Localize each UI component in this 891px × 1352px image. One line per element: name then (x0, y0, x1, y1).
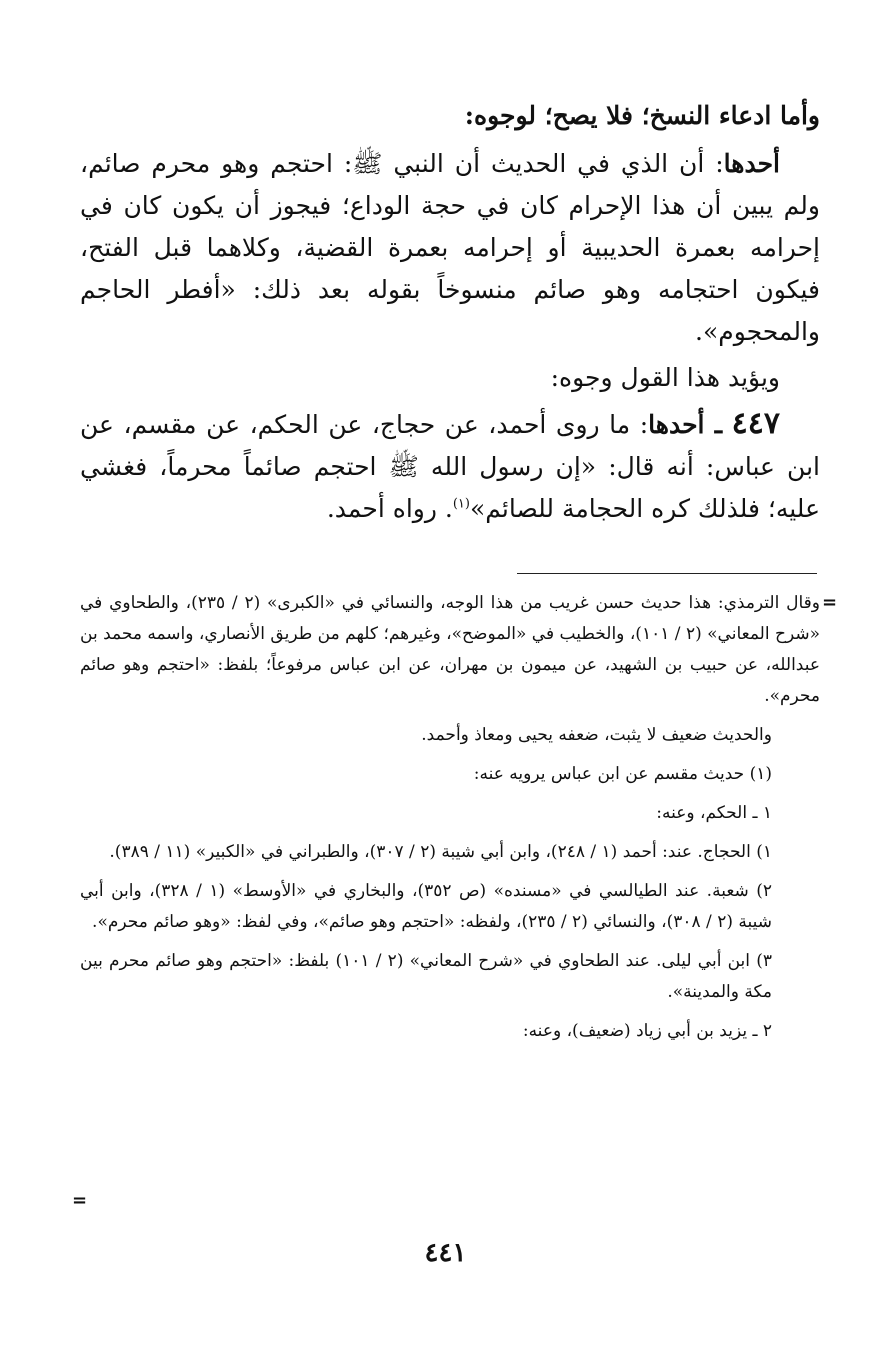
footnote-paragraph: ١) الحجاج. عند: أحمد (١ / ٢٤٨)، وابن أبي شيبة (٢ / ٣٠٧)، والطبراني في «الكبير» (١١ / ٣٨٩). (109, 842, 772, 862)
page-number: ٤٤١ (424, 1238, 467, 1268)
first-reason-paragraph (80, 143, 820, 353)
hadith-text: : ما روى أحمد، عن حجاج، عن الحكم، عن مقسم، عن ابن عباس: أنه قال: «إن رسول الله ﷺ احتجم صائماً محرماً، فغشي عليه؛ فلذلك كره الحجامة للصائم» (80, 410, 820, 523)
hadith-lead: ـ أحدها (648, 410, 723, 439)
first-reason-text: : أن الذي في الحديث أن النبي ﷺ: احتجم وهو محرم صائم، ولم يبين أن هذا الإحرام كان في حجة الوداع؛ فيجوز أن يكون كان في إحرامه بعمرة الحديبية أو إحرامه بعمرة القضية، وكلاهما قبل الفتح، فيكون احتجامه وهو صائم منسوخاً بقوله بعد ذلك: «أفطر الحاجم والمحجوم». (80, 149, 820, 346)
hadith-paragraph (80, 403, 820, 530)
footnote-separator (517, 573, 817, 574)
footnote-paragraph: (١) حديث مقسم عن ابن عباس يرويه عنه: (473, 764, 772, 784)
footnote-paragraph: ٢ ـ يزيد بن أبي زياد (ضعيف)، وعنه: (522, 1021, 772, 1041)
main-text (80, 95, 820, 530)
hadith-number: ٤٤٧ (731, 406, 780, 441)
footnote-continued-mark-top: = (822, 592, 838, 613)
footnote-paragraph: ٣) ابن أبي ليلى. عند الطحاوي في «شرح المعاني» (٢ / ١٠١) بلفظ: «احتجم وهو صائم محرم بين مكة والمدينة». (80, 951, 772, 1002)
footnote-paragraph: ١ ـ الحكم، وعنه: (656, 803, 772, 823)
footnote-continued-mark-bottom: = (72, 1190, 88, 1211)
footnote-reference: (١) (452, 496, 470, 512)
section-heading: وأما ادعاء النسخ؛ فلا يصح؛ لوجوه: (464, 101, 820, 130)
first-reason-lead: أحدها (723, 149, 780, 178)
footnote-paragraph: والحديث ضعيف لا يثبت، ضعفه يحيى ومعاذ وأحمد. (421, 725, 772, 745)
hadith-text-end: . رواه أحمد. (326, 494, 453, 523)
footnote-paragraph: وقال الترمذي: هذا حديث حسن غريب من هذا الوجه، والنسائي في «الكبرى» (٢ / ٢٣٥)، والطحاوي في «شرح المعاني» (٢ / ١٠١)، والخطيب في «الموضح»، وغيرهم؛ كلهم من طريق الأنصاري، واسمه محمد بن عبدالله، عن حبيب بن الشهيد، عن ميمون بن مهران، عن ابن عباس مرفوعاً؛ بلفظ: «احتجم وهو صائم محرم». (80, 593, 820, 706)
support-line: ويؤيد هذا القول وجوه: (550, 363, 780, 392)
footnotes (80, 588, 820, 1047)
footnote-paragraph: ٢) شعبة. عند الطيالسي في «مسنده» (ص ٣٥٢)، والبخاري في «الأوسط» (١ / ٣٢٨)، وابن أبي شيبة (٢ / ٣٠٨)، والنسائي (٢ / ٢٣٥)، ولفظه: «احتجم وهو صائم»، وفي لفظ: «وهو صائم محرم». (80, 881, 773, 932)
